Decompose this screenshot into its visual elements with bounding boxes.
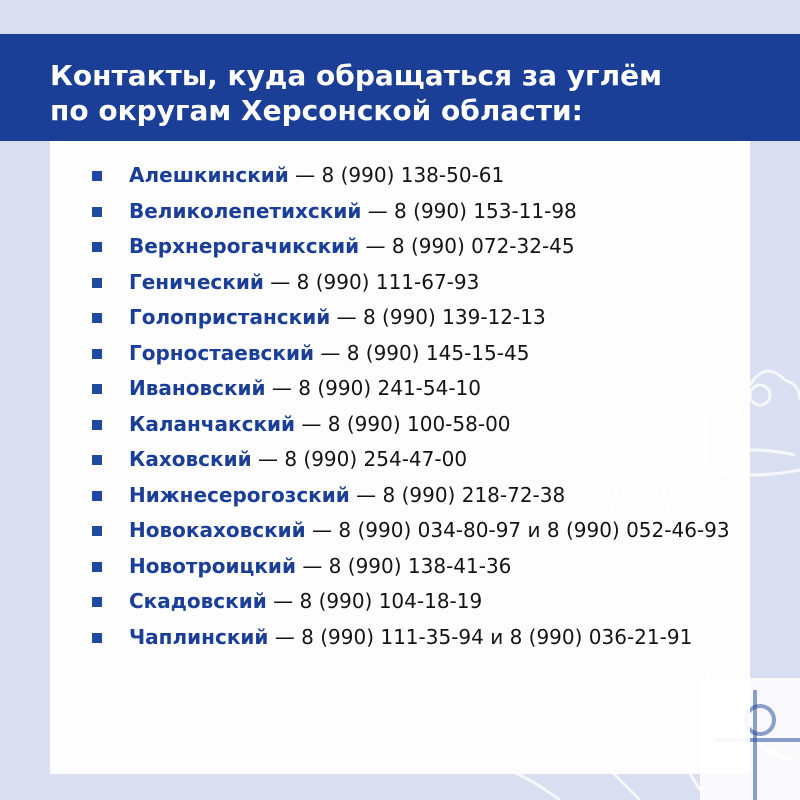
contact-item-genichesky <box>92 267 752 297</box>
contact-phones: — 8 (990) 153-11-98 <box>361 198 577 223</box>
contact-phones: — 8 (990) 104-18-19 <box>266 589 483 613</box>
district-name: Алешкинский <box>129 163 289 187</box>
bullet-icon <box>92 171 102 181</box>
district-name: Великолепетихский <box>129 198 362 223</box>
district-name: Нижнесерогозский <box>129 482 350 507</box>
page-title-line-1: Контакты, куда обращаться за углём <box>50 59 663 92</box>
contact-phones: — 8 (990) 145-15-45 <box>313 340 530 365</box>
contact-item-golopristansky <box>92 302 752 332</box>
bullet-icon <box>92 597 102 607</box>
contact-item-novotroitsky <box>92 551 752 581</box>
district-name: Новотроицкий <box>129 553 296 578</box>
contact-item-chaplinsky <box>92 622 752 652</box>
contact-item-skadovsky <box>92 586 752 616</box>
contact-item-novokakhovsky <box>92 515 752 545</box>
page-title-line-2: по округам Херсонской области: <box>50 94 583 127</box>
contact-item-nizhneserogozsky <box>92 480 752 510</box>
bullet-icon <box>92 420 102 430</box>
district-name: Горностаевский <box>129 340 314 365</box>
district-name: Голопристанский <box>129 305 331 329</box>
district-name: Верхнерогачикский <box>129 234 360 258</box>
bullet-icon <box>92 278 102 288</box>
contact-phones: — 8 (990) 034-80-97 и 8 (990) 052-46-93 <box>305 518 730 542</box>
bullet-icon <box>92 207 102 217</box>
header-banner <box>0 34 800 141</box>
contacts-list <box>92 160 752 657</box>
contact-item-gornostaevsky <box>92 338 752 368</box>
contact-phones: — 8 (990) 072-32-45 <box>359 234 575 258</box>
district-name: Скадовский <box>129 589 267 613</box>
bullet-icon <box>92 633 102 643</box>
contact-item-velikolepetikhsky <box>92 196 752 226</box>
district-name: Каланчакский <box>129 411 296 436</box>
contact-item-kalanchaksky <box>92 409 752 439</box>
district-name: Чаплинский <box>129 624 269 649</box>
contact-phones: — 8 (990) 139-12-13 <box>330 305 546 329</box>
district-name: Новокаховский <box>129 518 306 542</box>
contact-phones: — 8 (990) 138-50-61 <box>288 163 505 187</box>
bullet-icon <box>92 313 102 323</box>
contact-phones: — 8 (990) 241-54-10 <box>265 376 482 400</box>
contact-phones: — 8 (990) 100-58-00 <box>295 411 511 436</box>
bullet-icon <box>92 455 102 465</box>
bullet-icon <box>92 526 102 536</box>
bullet-icon <box>92 349 102 359</box>
bullet-icon <box>92 242 102 252</box>
bullet-icon <box>92 491 102 501</box>
contact-item-aleshkinsky <box>92 160 752 190</box>
contact-item-kakhovsky <box>92 444 752 474</box>
contact-phones: — 8 (990) 138-41-36 <box>295 553 512 578</box>
bullet-icon <box>92 562 102 572</box>
contact-item-verkhnerogachiksky <box>92 231 752 261</box>
contact-phones: — 8 (990) 254-47-00 <box>251 447 468 471</box>
district-name: Генический <box>129 269 264 294</box>
bullet-icon <box>92 384 102 394</box>
contact-phones: — 8 (990) 111-67-93 <box>263 269 480 294</box>
contact-phones: — 8 (990) 218-72-38 <box>349 482 566 507</box>
district-name: Каховский <box>129 447 252 471</box>
contact-item-ivanovsky <box>92 373 752 403</box>
contact-phones: — 8 (990) 111-35-94 и 8 (990) 036-21-91 <box>268 624 693 649</box>
district-name: Ивановский <box>129 376 266 400</box>
